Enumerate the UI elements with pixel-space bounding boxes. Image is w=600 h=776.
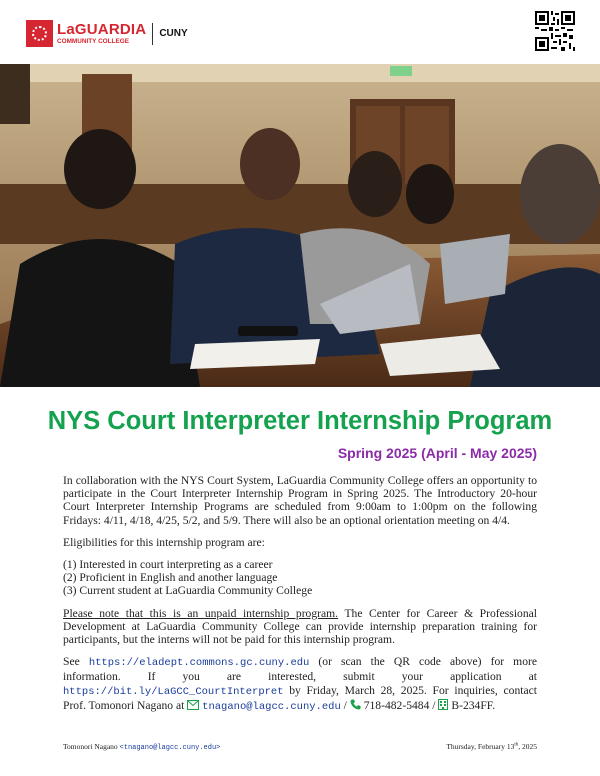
contact-paragraph: See https://eladept.commons.gc.cuny.edu (or scan the QR code above) for more information. If you are interested, submit your application at https://bit.ly/LaGCC_CourtInterpret by Friday, March 28, 2025. For inquiries, contact Prof. Tomonori Nagano at tnagano@lagcc.cuny.edu / 718-482-5484 / B-234FF.: [63, 655, 537, 713]
logo-subtitle: COMMUNITY COLLEGE: [57, 37, 129, 45]
header: [0, 0, 600, 64]
courtroom-photo: [0, 64, 600, 387]
body-text: [63, 474, 537, 723]
list-item: (1) Interested in court interpreting as a career: [63, 558, 273, 572]
unpaid-paragraph: [63, 607, 537, 647]
unpaid-rest: The Center for Career & Professional Development at LaGuardia Community College can provide internship preparation training for participants, but the interns will not be paid for this internship program.: [63, 606, 538, 647]
page-subtitle: Spring 2025 (April - May 2025): [337, 445, 537, 461]
footer-email[interactable]: <tnagano@lagcc.cuny.edu>: [119, 744, 221, 752]
building-icon: [438, 699, 448, 710]
laguardia-logo[interactable]: [26, 20, 188, 47]
office-room: B-234FF.: [451, 698, 496, 712]
qr-code-icon[interactable]: [533, 9, 577, 53]
intro-paragraph: In collaboration with the NYS Court System, LaGuardia Community College offers an opportunity to participate in the Court Interpreter Internship Program in Spring 2025. The Introductory 20-hour Court Interpreter Internship Programs are scheduled from 9:00am to 1:00pm on the following Fridays: 4/11, 4/18, 4/25, 5/2, and 5/9. There will also be an optional orientation meeting on 4/4.: [63, 474, 537, 527]
list-item: (3) Current student at LaGuardia Community College: [63, 584, 313, 598]
logo-name: LaGUARDIA: [57, 20, 147, 38]
list-item: (2) Proficient in English and another language: [63, 571, 278, 585]
email-link[interactable]: tnagano@lagcc.cuny.edu: [202, 700, 341, 713]
footer-author: Tomonori Nagano <tnagano@lagcc.cuny.edu>: [63, 742, 221, 752]
eligibility-heading: Eligibilities for this internship program are:: [63, 535, 265, 549]
footer: [63, 742, 537, 752]
eligibility-list: [63, 558, 537, 598]
laguardia-mark-icon: [26, 20, 53, 47]
unpaid-note: Please note that this is an unpaid internship program.: [63, 606, 339, 620]
phone-number: 718-482-5484: [363, 698, 430, 712]
phone-icon: [350, 699, 361, 710]
logo-divider: [152, 23, 153, 45]
application-link[interactable]: https://bit.ly/LaGCC_CourtInterpret: [63, 685, 284, 698]
envelope-icon: [187, 700, 199, 710]
page-title: NYS Court Interpreter Internship Program: [47, 407, 553, 435]
cuny-logo: CUNY: [159, 27, 188, 39]
footer-date: Thursday, February 13th, 2025: [446, 742, 537, 751]
info-link[interactable]: https://eladept.commons.gc.cuny.edu: [88, 657, 310, 670]
